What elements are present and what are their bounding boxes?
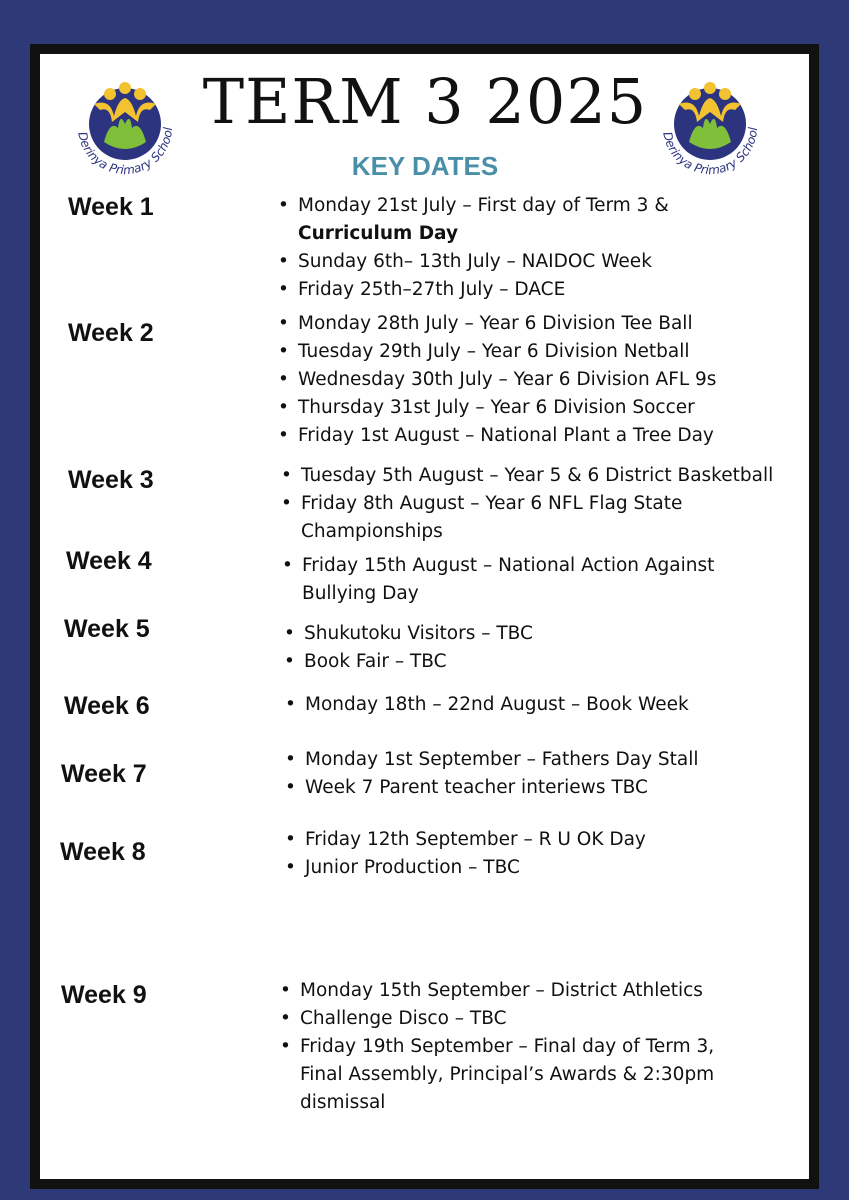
- list-item: • Thursday 31st July – Year 6 Division Soccer: [278, 394, 788, 422]
- logo-school-name: Derinya Primary School: [660, 126, 761, 178]
- week-label: Week 8: [60, 838, 146, 866]
- week-9-list: [280, 977, 750, 1117]
- week-label: Week 1: [68, 193, 154, 221]
- list-item: • Monday 28th July – Year 6 Division Tee Ball: [278, 310, 788, 338]
- page-title: TERM 3 2025: [202, 65, 648, 138]
- logo-school-name: Derinya Primary School: [75, 126, 176, 178]
- list-item: • Monday 18th – 22nd August – Book Week: [285, 691, 745, 719]
- list-item: • Friday 1st August – National Plant a Tree Day: [278, 422, 788, 450]
- school-logo-icon: [655, 72, 765, 182]
- week-6-list: [285, 691, 745, 719]
- page-subtitle: KEY DATES: [351, 151, 499, 181]
- week-label: Week 9: [61, 981, 147, 1009]
- list-item: • Tuesday 29th July – Year 6 Division Netball: [278, 338, 788, 366]
- list-item: • Monday 1st September – Fathers Day Stall: [285, 746, 745, 774]
- week-label: Week 7: [61, 760, 147, 788]
- week-label: Week 4: [66, 547, 152, 575]
- week-2-list: [278, 310, 788, 450]
- week-label: Week 2: [68, 319, 154, 347]
- list-item: • Monday 15th September – District Athletics: [280, 977, 750, 1005]
- week-4-list: [282, 552, 742, 608]
- list-item: • Sunday 6th– 13th July – NAIDOC Week: [278, 248, 788, 276]
- list-item: • Challenge Disco – TBC: [280, 1005, 750, 1033]
- week-8-list: [285, 826, 745, 882]
- list-item: • Friday 8th August – Year 6 NFL Flag State Championships: [281, 490, 791, 546]
- week-7-list: [285, 746, 745, 802]
- week-label: Week 3: [68, 466, 154, 494]
- school-logo-left: [70, 72, 180, 182]
- list-item: • Friday 15th August – National Action Against Bullying Day: [282, 552, 742, 608]
- list-item: • Friday 12th September – R U OK Day: [285, 826, 745, 854]
- week-label: Week 5: [64, 615, 150, 643]
- school-logo-right: [655, 72, 765, 182]
- week-5-list: [284, 620, 744, 676]
- week-1-list: [278, 192, 788, 304]
- week-3-list: [281, 462, 791, 546]
- list-item: • Wednesday 30th July – Year 6 Division AFL 9s: [278, 366, 788, 394]
- list-item: • Monday 21st July – First day of Term 3 & Curriculum Day: [278, 192, 788, 248]
- list-item: • Junior Production – TBC: [285, 854, 745, 882]
- list-item: • Friday 19th September – Final day of Term 3, Final Assembly, Principal’s Awards & 2:30pm dismissal: [280, 1033, 750, 1117]
- school-logo-icon: [70, 72, 180, 182]
- list-item: • Friday 25th–27th July – DACE: [278, 276, 788, 304]
- list-item: • Tuesday 5th August – Year 5 & 6 District Basketball: [281, 462, 791, 490]
- list-item: • Shukutoku Visitors – TBC: [284, 620, 744, 648]
- week-label: Week 6: [64, 692, 150, 720]
- list-item: • Book Fair – TBC: [284, 648, 744, 676]
- list-item: • Week 7 Parent teacher interiews TBC: [285, 774, 745, 802]
